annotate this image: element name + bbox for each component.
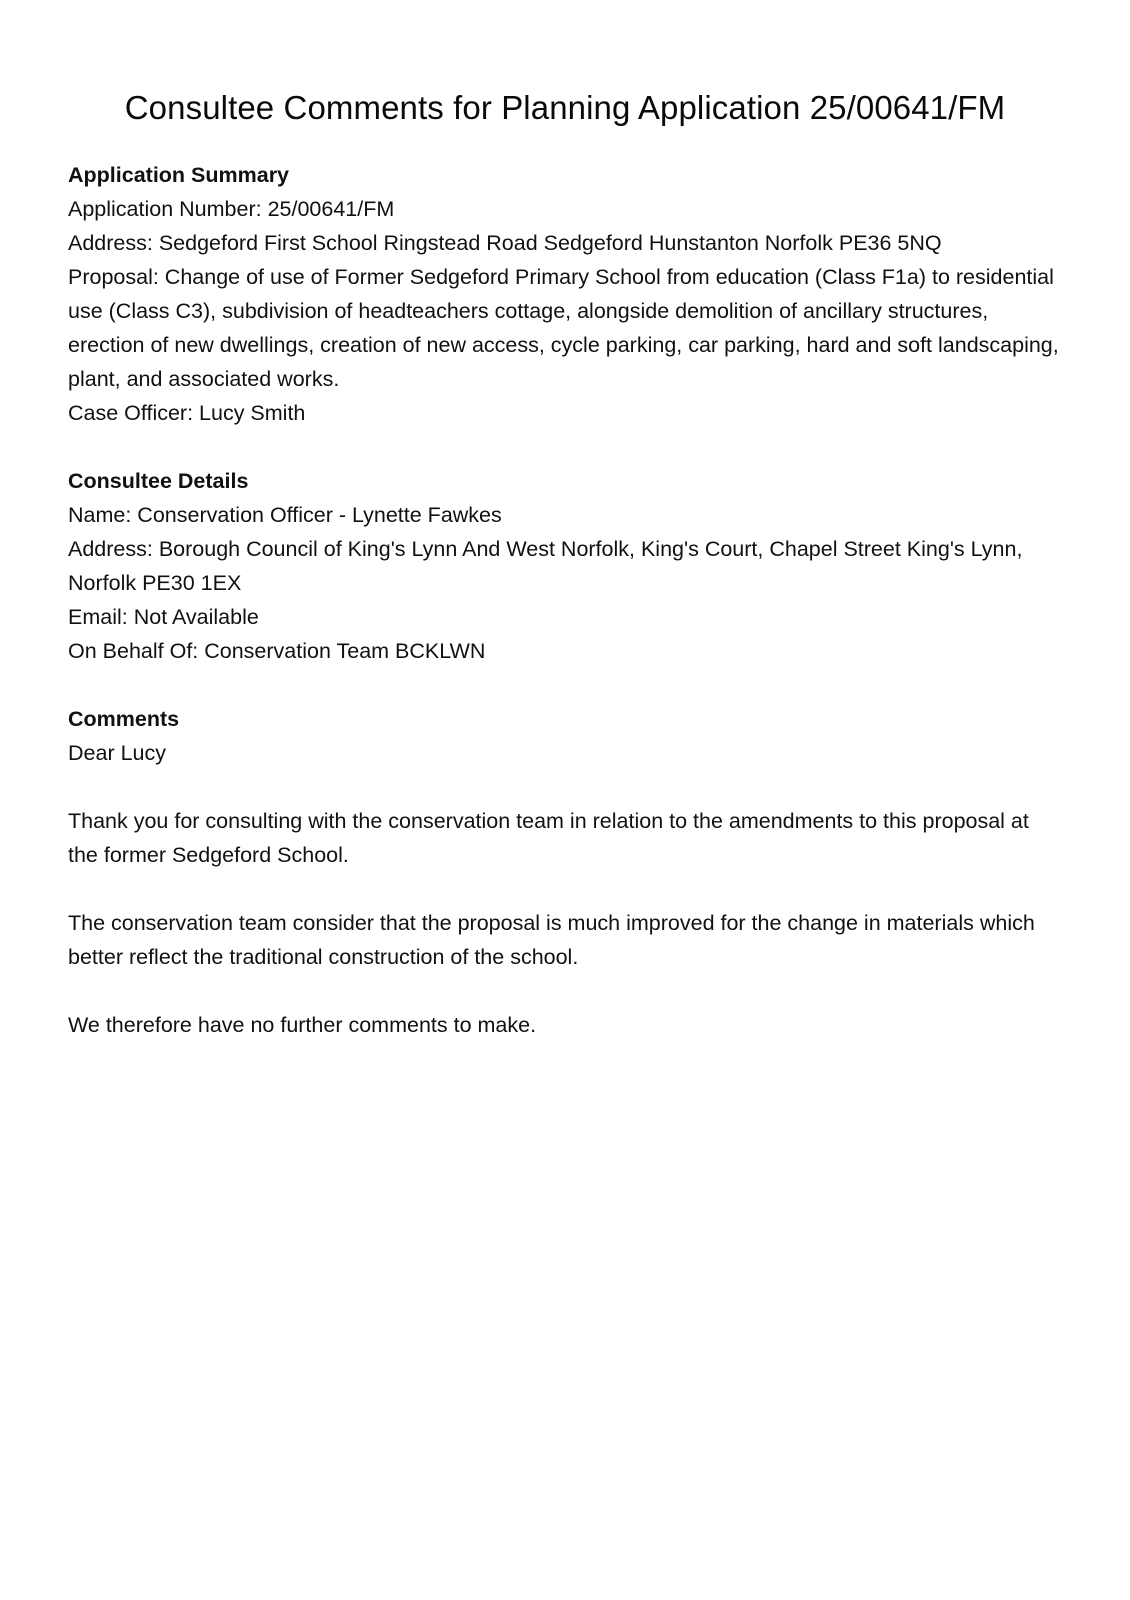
comment-paragraph-1: Thank you for consulting with the conservation team in relation to the amendments to this proposal at the former Sedgeford School. (68, 809, 1029, 867)
comment-salutation: Dear Lucy (68, 741, 166, 765)
application-address: Address: Sedgeford First School Ringstead Road Sedgeford Hunstanton Norfolk PE36 5NQ (68, 231, 942, 255)
comment-paragraph-2: The conservation team consider that the proposal is much improved for the change in materials which better reflect the traditional construction of the school. (68, 911, 1035, 969)
comment-paragraph-3: We therefore have no further comments to make. (68, 1013, 537, 1037)
comments-body (68, 736, 1062, 1042)
case-officer: Case Officer: Lucy Smith (68, 401, 306, 425)
consultee-name: Name: Conservation Officer - Lynette Fawkes (68, 503, 502, 527)
application-summary-heading: Application Summary (68, 163, 290, 187)
consultee-email: Email: Not Available (68, 605, 259, 629)
consultee-address: Address: Borough Council of King's Lynn And West Norfolk, King's Court, Chapel Street King's Lynn, Norfolk PE30 1EX (68, 537, 1023, 595)
application-number: Application Number: 25/00641/FM (68, 197, 395, 221)
document-title: Consultee Comments for Planning Application 25/00641/FM (124, 89, 1006, 126)
consultee-details-heading: Consultee Details (68, 469, 249, 493)
comments-heading: Comments (68, 707, 180, 731)
application-summary-section (68, 158, 1062, 430)
application-proposal: Proposal: Change of use of Former Sedgeford Primary School from education (Class F1a) to residential use (Class C3), subdivision of headteachers cottage, alongside demolition of ancillary structures, erection of new dwellings, creation of new access, cycle parking, car parking, hard and soft landscaping, plant, and associated works. (68, 265, 1059, 391)
consultee-details-section (68, 464, 1062, 668)
comments-section (68, 702, 1062, 1042)
consultee-on-behalf-of: On Behalf Of: Conservation Team BCKLWN (68, 639, 486, 663)
